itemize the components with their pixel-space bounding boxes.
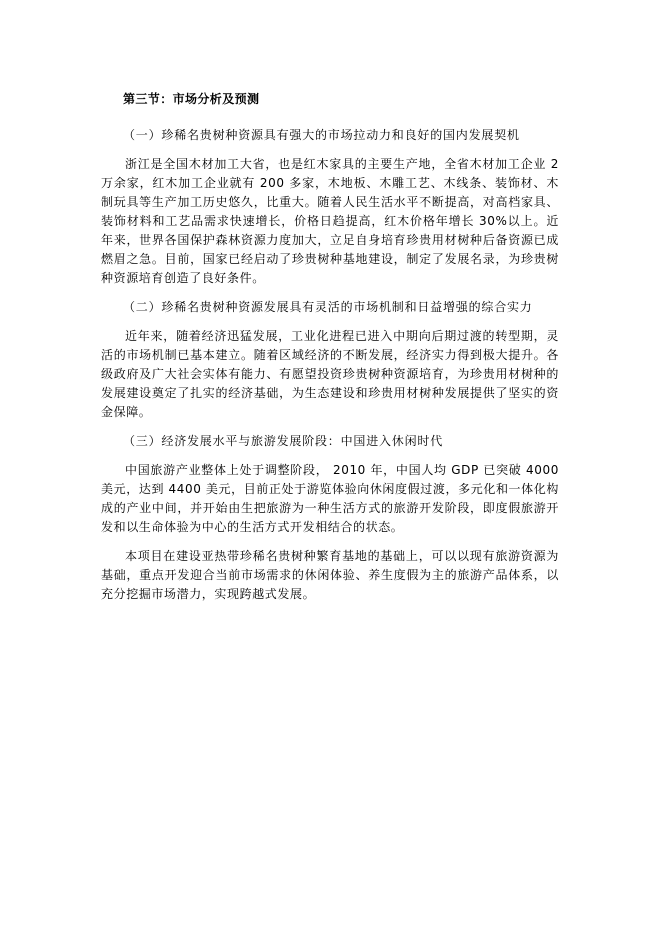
spacer [101, 288, 559, 298]
paragraph-project-plan: 本项目在建设亚热带珍稀名贵树种繁育基地的基础上，可以以现有旅游资源为基础，重点开发迎合当前市场需求的休闲体验、养生度假为主的旅游产品体系，以充分挖掘市场潜力，实现跨越式发展。 [101, 549, 559, 601]
spacer [101, 145, 559, 155]
subsection-heading-1: （一）珍稀名贵树种资源具有强大的市场拉动力和良好的国内发展契机 [123, 128, 520, 142]
spacer [101, 537, 559, 547]
subsection-heading-2: （二）珍稀名贵树种资源发展具有灵活的市场机制和日益增强的综合实力 [123, 300, 533, 314]
paragraph-timber-market: 浙江是全国木材加工大省，也是红木家具的主要生产地，全省木材加工企业 2万余家，红木加工企业就有 200 多家，木地板、木雕工艺、木线条、装饰材、木制玩具等生产加工历史悠久，比重大。随着人民生活水平不断提高，对高档家具、装饰材料和工艺品需求快速增长，价格日趋提高，红木价格年增长 30%以上。近年来，世界各国保护森林资源力度加大，立足自身培育珍贵用材树种后备资源已成燃眉之急。目前，国家已经启动了珍贵树种基地建设，制定了发展名录，为珍贵树种资源培育创造了良好条件。 [101, 157, 559, 285]
spacer [101, 109, 559, 126]
spacer [101, 451, 559, 461]
spacer [101, 422, 559, 432]
spacer [101, 317, 559, 327]
paragraph-market-mechanism: 近年来，随着经济迅猛发展，工业化进程已进入中期向后期过渡的转型期，灵活的市场机制已基本建立。随着区域经济的不断发展，经济实力得到极大提升。各级政府及广大社会实体有能力、有愿望投资珍贵树种资源培育，为珍贵用材树种的发展建设奠定了扎实的经济基础，为生态建设和珍贵用材树种发展提供了坚实的资金保障。 [101, 329, 559, 419]
section-title: 第三节：市场分析及预测 [123, 92, 260, 106]
subsection-heading-3: （三）经济发展水平与旅游发展阶段：中国进入休闲时代 [123, 434, 444, 448]
document-content [101, 90, 559, 604]
paragraph-tourism-stage: 中国旅游产业整体上处于调整阶段， 2010 年，中国人均 GDP 已突破 4000 美元，达到 4400 美元，目前正处于游览体验向休闲度假过渡，多元化和一体化构成的产业中间，并开始由生把旅游为一种生活方式的旅游开发阶段，即度假旅游开发和以生命体验为中心的生活方式开发相结合的状态。 [101, 463, 559, 534]
